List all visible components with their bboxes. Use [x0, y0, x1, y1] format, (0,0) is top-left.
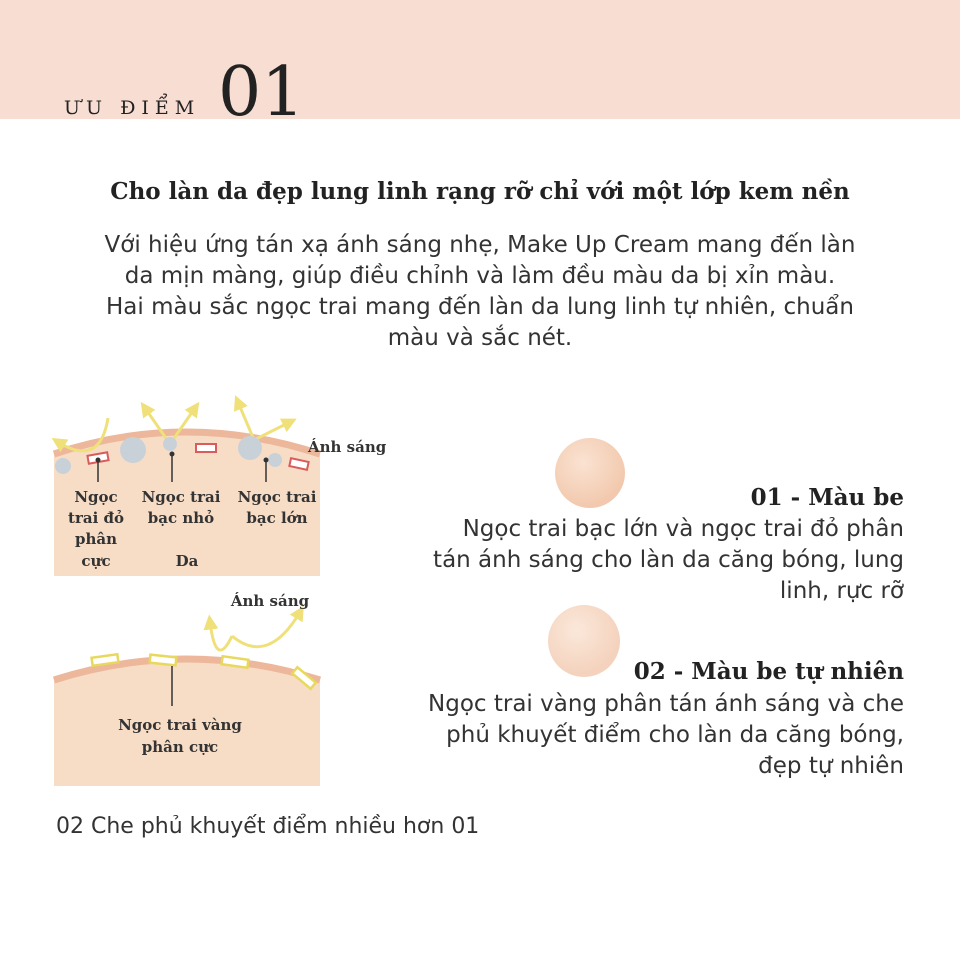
pearl-label: Ngọc trai — [237, 488, 317, 506]
light-ray — [232, 612, 300, 647]
pearl-label: trai đỏ — [68, 509, 124, 527]
silver-pearl — [238, 436, 262, 460]
pearl-label: phân cực — [141, 738, 219, 756]
light-scatter-diagram — [0, 380, 400, 800]
variant-desc-line: đẹp tự nhiên — [758, 753, 904, 779]
variant-desc — [384, 689, 904, 782]
variant-desc-line: Ngọc trai bạc lớn và ngọc trai đỏ phân — [462, 516, 904, 542]
intro-line: màu và sắc nét. — [387, 325, 573, 351]
light-ray — [210, 622, 232, 650]
swatch-natural-beige — [548, 605, 620, 677]
red-pearl — [196, 444, 216, 452]
pearl-label: cực — [81, 552, 111, 570]
pointer-dot — [170, 452, 175, 457]
section-number: 01 — [218, 53, 305, 132]
silver-pearl — [163, 437, 177, 451]
pearl-label: Ngọc — [74, 488, 118, 506]
pointer-dot — [264, 458, 269, 463]
swatch-beige — [555, 438, 625, 508]
pearl-label: phân — [74, 530, 118, 548]
variant-desc-line: linh, rực rỡ — [779, 578, 904, 604]
pearl-label: bạc nhỏ — [147, 509, 215, 527]
intro-paragraph — [60, 230, 900, 354]
headline: Cho làn da đẹp lung linh rạng rỡ chỉ với một lớp kem nền — [110, 178, 850, 205]
variant-desc — [384, 514, 904, 607]
variant-title: 01 - Màu be — [750, 484, 904, 511]
variant-desc-line: tán ánh sáng cho làn da căng bóng, lung — [433, 547, 904, 573]
variant-desc-line: phủ khuyết điểm cho làn da căng bóng, — [446, 722, 904, 748]
section-label: ƯU ĐIỂM — [64, 97, 201, 119]
silver-pearl — [120, 437, 146, 463]
diagram-beige — [54, 402, 387, 576]
silver-pearl — [268, 453, 282, 467]
intro-line: Với hiệu ứng tán xạ ánh sáng nhẹ, Make Up Cream mang đến làn — [104, 232, 856, 258]
footnote: 02 Che phủ khuyết điểm nhiều hơn 01 — [56, 814, 480, 839]
diagram-natural-beige — [54, 592, 320, 786]
intro-line: da mịn màng, giúp điều chỉnh và làm đều màu da bị xỉn màu. — [124, 263, 836, 289]
pearl-label: bạc lớn — [246, 509, 308, 527]
intro-line: Hai màu sắc ngọc trai mang đến làn da lung linh tự nhiên, chuẩn — [106, 294, 854, 320]
gold-pearl — [150, 655, 177, 666]
pearl-label: Ngọc trai — [141, 488, 221, 506]
light-label: Ánh sáng — [230, 592, 310, 610]
skin-label: Da — [175, 552, 199, 570]
silver-pearl — [55, 458, 71, 474]
pearl-label: Ngọc trai vàng — [118, 716, 242, 734]
variant-desc-line: Ngọc trai vàng phân tán ánh sáng và che — [428, 691, 904, 717]
pointer-dot — [96, 458, 101, 463]
variant-title: 02 - Màu be tự nhiên — [633, 658, 904, 685]
light-label: Ánh sáng — [308, 438, 387, 456]
